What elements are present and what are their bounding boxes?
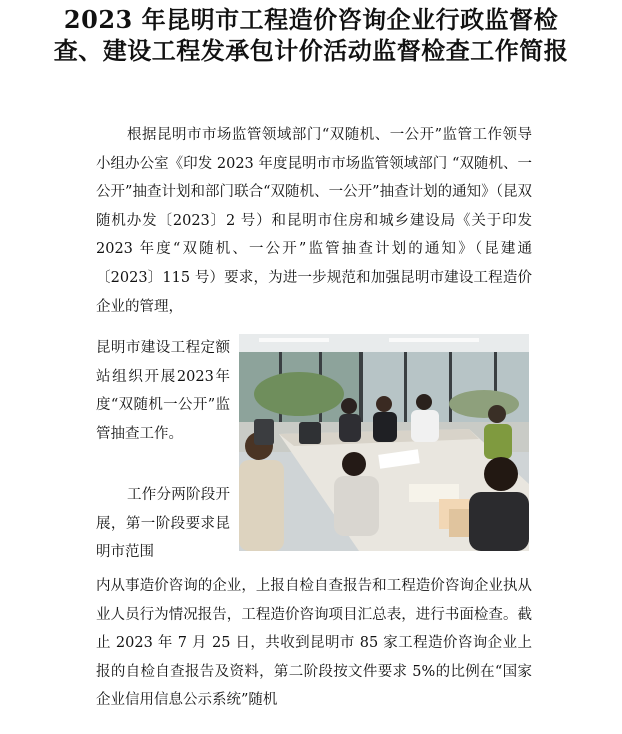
report-title: 2023 年昆明市工程造价咨询企业行政监督检查、建设工程发承包计价活动监督检查工作简报 <box>53 5 569 65</box>
meeting-photo <box>239 334 529 551</box>
meeting-photo-icon <box>239 334 529 551</box>
paragraph-stages-continued: 内从事造价咨询的企业，上报自检自查报告和工程造价咨询企业执从业人员行为情况报告，工程造价咨询项目汇总表，进行书面检查。截止 2023 年 7 月 25 日，共收到昆明市 85 家工程造价咨询企业上报的自检自查报告及资料，第二阶段按文件要求 5%的比例在“国家企业信用信息公示系统”随机 <box>96 578 532 709</box>
paragraph-stages-start: 工作分两阶段开展，第一阶段要求昆明市范围 <box>96 487 230 561</box>
paragraph-intro-continued: 昆明市建设工程定额站组织开展2023年度“双随机一公开”监管抽查工作。 <box>96 340 230 442</box>
paragraph-intro: 根据昆明市市场监管领域部门“双随机、一公开”监管工作领导小组办公室《印发 2023 年度昆明市市场监管领域部门 “双随机、一公开”抽查计划和部门联合“双随机、一公开”抽查计划的通知》（昆双随机办发〔2023〕2 号）和昆明市住房和城乡建设局《关于印发 2023 年度“双随机、一公开”监管抽查计划的通知》（昆建通〔2023〕115 号）要求，为进一步规范和加强昆明市建设工程造价企业的管理， <box>96 127 532 315</box>
